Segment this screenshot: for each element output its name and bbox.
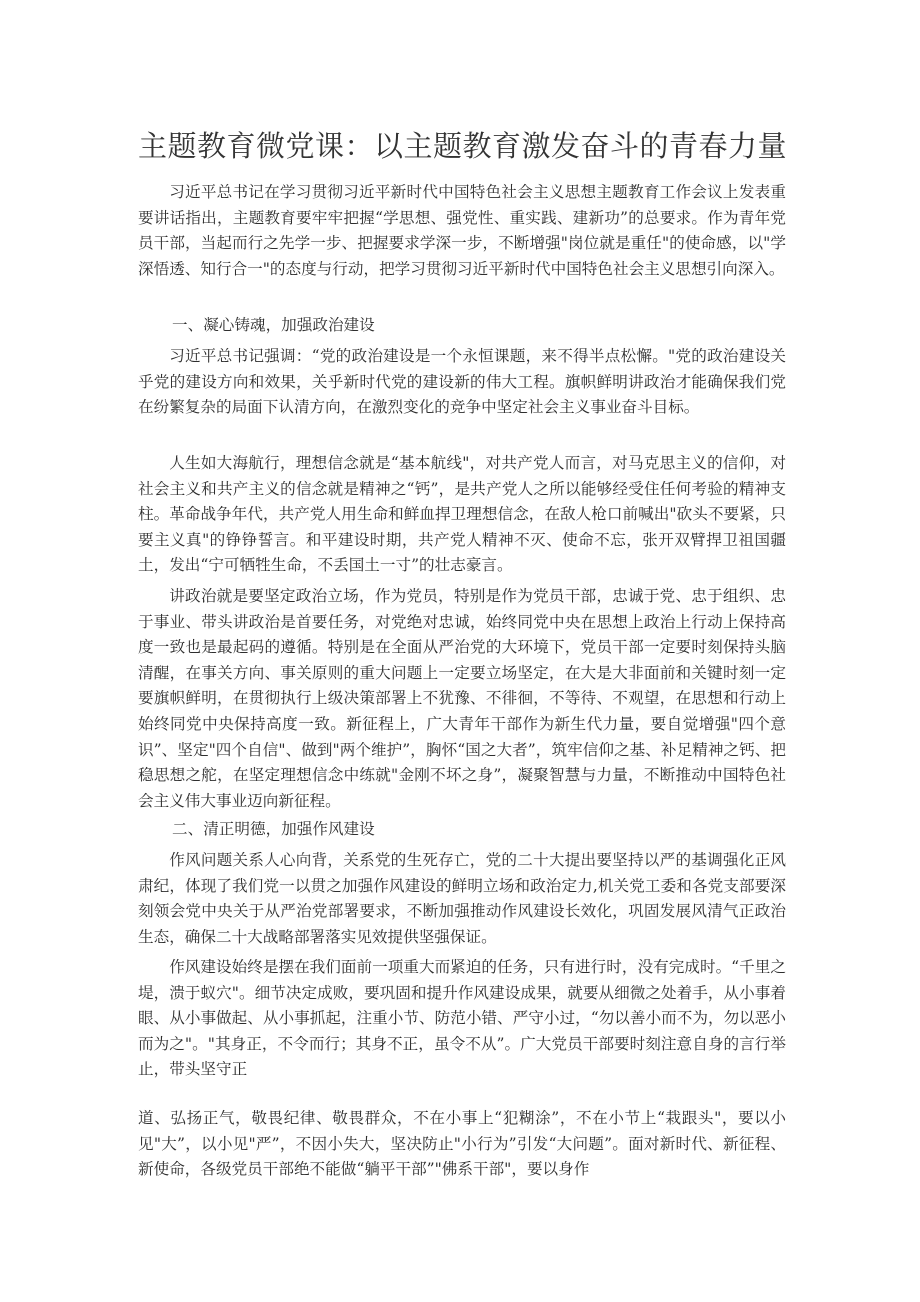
paragraph-style-1: 作风问题关系人心向背，关系党的生死存亡，党的二十大提出要坚持以严的基调强化正风肃纪，体现了我们党一以贯之加强作风建设的鲜明立场和政治定力,机关党工委和各党支部要深刻领会党中央关于从严治党部署要求，不断加强推动作风建设长效化，巩固发展风清气正政治生态，确保二十大战略部署落实见效提供坚强保证。 <box>138 851 786 946</box>
paragraph-style-2: 作风建设始终是摆在我们面前一项重大而紧迫的任务，只有进行时，没有完成时。“千里之堤，溃于蚁穴"。细节决定成败，要巩固和提升作风建设成果，就要从细微之处着手，从小事着眼、从小事做起、从小事抓起，注重小节、防范小错、严守小过，“勿以善小而不为，勿以恶小而为之"。"其身正，不令而行；其身不正，虽令不从”。广大党员干部要时刻注意自身的言行举止，带头坚守正 <box>138 958 786 1079</box>
paragraph-political-3: 讲政治就是要坚定政治立场，作为党员，特别是作为党员干部，忠诚于党、忠于组织、忠于事业、带头讲政治是首要任务，对党绝对忠诚，始终同党中央在思想上政治上行动上保持高度一致也是最起码的遵循。特别是在全面从严治党的大环境下，党员干部一定要时刻保持头脑清醒，在事关方向、事关原则的重大问题上一定要立场坚定，在大是大非面前和关键时刻一定要旗帜鲜明，在贯彻执行上级决策部署上不犹豫、不徘徊，不等待、不观望，在思想和行动上始终同党中央保持高度一致。新征程上，广大青年干部作为新生代力量，要自觉增强"四个意识”、坚定"四个自信"、做到"两个维护”，胸怀“国之大者”，筑牢信仰之基、补足精神之钙、把稳思想之舵，在坚定理想信念中练就"金刚不坏之身”，凝聚智慧与力量，不断推动中国特色社会主义伟大事业迈向新征程。 <box>138 587 786 810</box>
paragraph-political-1: 习近平总书记强调：“党的政治建设是一个永恒课题，来不得半点松懈。"党的政治建设关乎党的建设方向和效果，关乎新时代党的建设新的伟大工程。旗帜鲜明讲政治才能确保我们党在纷繁复杂的局面下认清方向，在激烈变化的竞争中坚定社会主义事业奋斗目标。 <box>138 347 786 417</box>
paragraph-political-2: 人生如大海航行，理想信念就是“基本航线"，对共产党人而言，对马克思主义的信仰，对社会主义和共产主义的信念就是精神之“钙”，是共产党人之所以能够经受住任何考验的精神支柱。革命战争年代，共产党人用生命和鲜血捍卫理想信念，在敌人枪口前喊出"砍头不要紧，只要主义真"的铮铮誓言。和平建设时期，共产党人精神不灭、使命不忘，张开双臂捍卫祖国疆土，发出“宁可牺牲生命，不丢国土一寸”的壮志豪言。 <box>138 454 786 575</box>
section-heading-2: 二、清正明德，加强作风建设 <box>172 820 375 838</box>
paragraph-style-3: 道、弘扬正气，敬畏纪律、敬畏群众，不在小事上“犯糊涂”，不在小节上“栽跟头"，要以小见"大”，以小见"严”，不因小失大，坚决防止"小行为”引发“大问题”。面对新时代、新征程、新使命，各级党员干部绝不能做“躺平干部”"佛系干部"，要以身作 <box>138 1109 786 1179</box>
section-heading-1: 一、凝心铸魂，加强政治建设 <box>172 316 375 334</box>
document-title: 主题教育微党课：以主题教育激发奋斗的青春力量 <box>138 129 788 163</box>
paragraph-intro: 习近平总书记在学习贯彻习近平新时代中国特色社会主义思想主题教育工作会议上发表重要讲话指出，主题教育要牢牢把握“学思想、强党性、重实践、建新功”的总要求。作为青年党员干部，当起而行之先学一步、把握要求学深一步，不断增强"岗位就是重任"的使命感，以"学深悟透、知行合一"的态度与行动，把学习贯彻习近平新时代中国特色社会主义思想引向深入。 <box>138 183 786 278</box>
